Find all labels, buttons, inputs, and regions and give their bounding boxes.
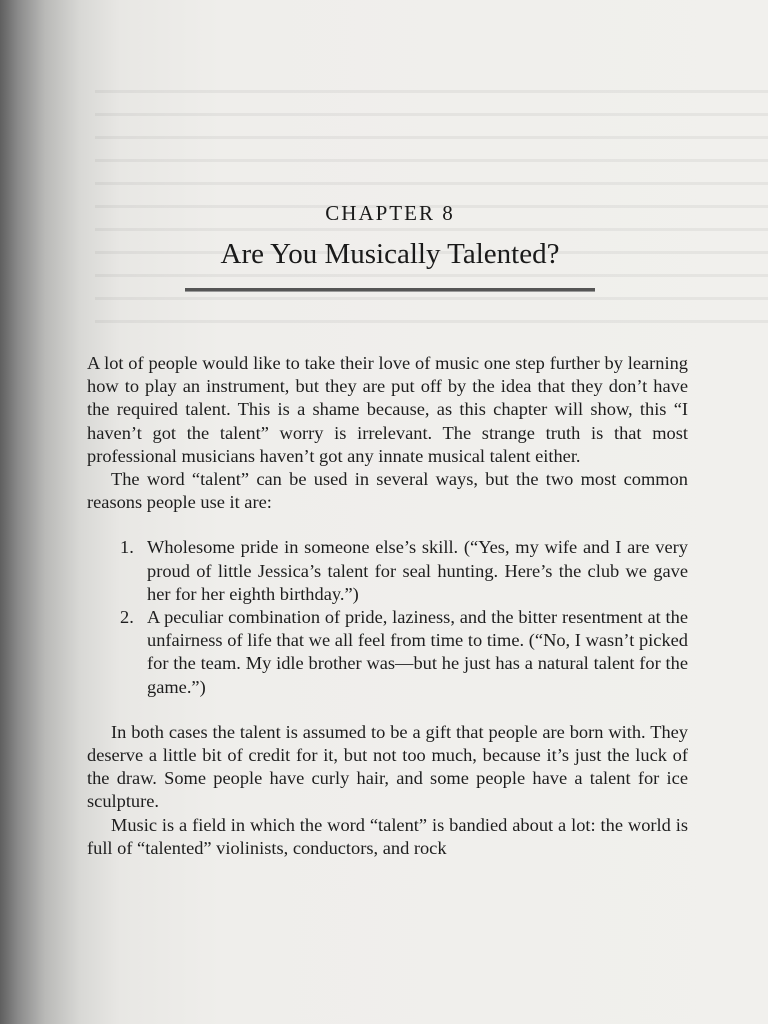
list-number: 1. (120, 537, 134, 558)
paragraph: In both cases the talent is assumed to be a gift that people are born with. They deserve a little bit of credit for it, but not too much, because it’s just the luck of the draw. Some people have curly hair, and some people have a talent for ice sculpture. (87, 721, 688, 812)
chapter-body (87, 352, 688, 860)
chapter-label: CHAPTER 8 (325, 201, 455, 225)
show-through-text (95, 70, 768, 330)
chapter-title: Are You Musically Talented? (220, 238, 560, 270)
list-item (87, 606, 688, 699)
talent-reasons-list (87, 536, 688, 698)
list-number: 2. (120, 607, 134, 628)
list-item-text: A peculiar combination of pride, laziness, and the bitter resentment at the unfairness of life that we all feel from time to time. (“No, I wasn’t picked for the team. My idle brother was—but he just has a natural talent for the game.”) (147, 607, 688, 697)
paragraph: The word “talent” can be used in several ways, but the two most common reasons people use it are: (87, 469, 688, 513)
list-item (87, 536, 688, 606)
paragraph: Music is a field in which the word “talent” is bandied about a lot: the world is full of “talented” violinists, conductors, and rock (87, 814, 688, 858)
paragraph: A lot of people would like to take their love of music one step further by learning how to play an instrument, but they are put off by the idea that they don’t have the required talent. This is a shame because, as this chapter will show, this “I haven’t got the talent” worry is irrelevant. The strange truth is that most professional musicians haven’t got any innate musical talent either. (87, 353, 688, 466)
title-divider (185, 288, 595, 291)
list-item-text: Wholesome pride in someone else’s skill. (“Yes, my wife and I are very proud of little Jessica’s talent for seal hunting. Here’s the club we gave her for her eighth birthday.”) (147, 537, 688, 604)
